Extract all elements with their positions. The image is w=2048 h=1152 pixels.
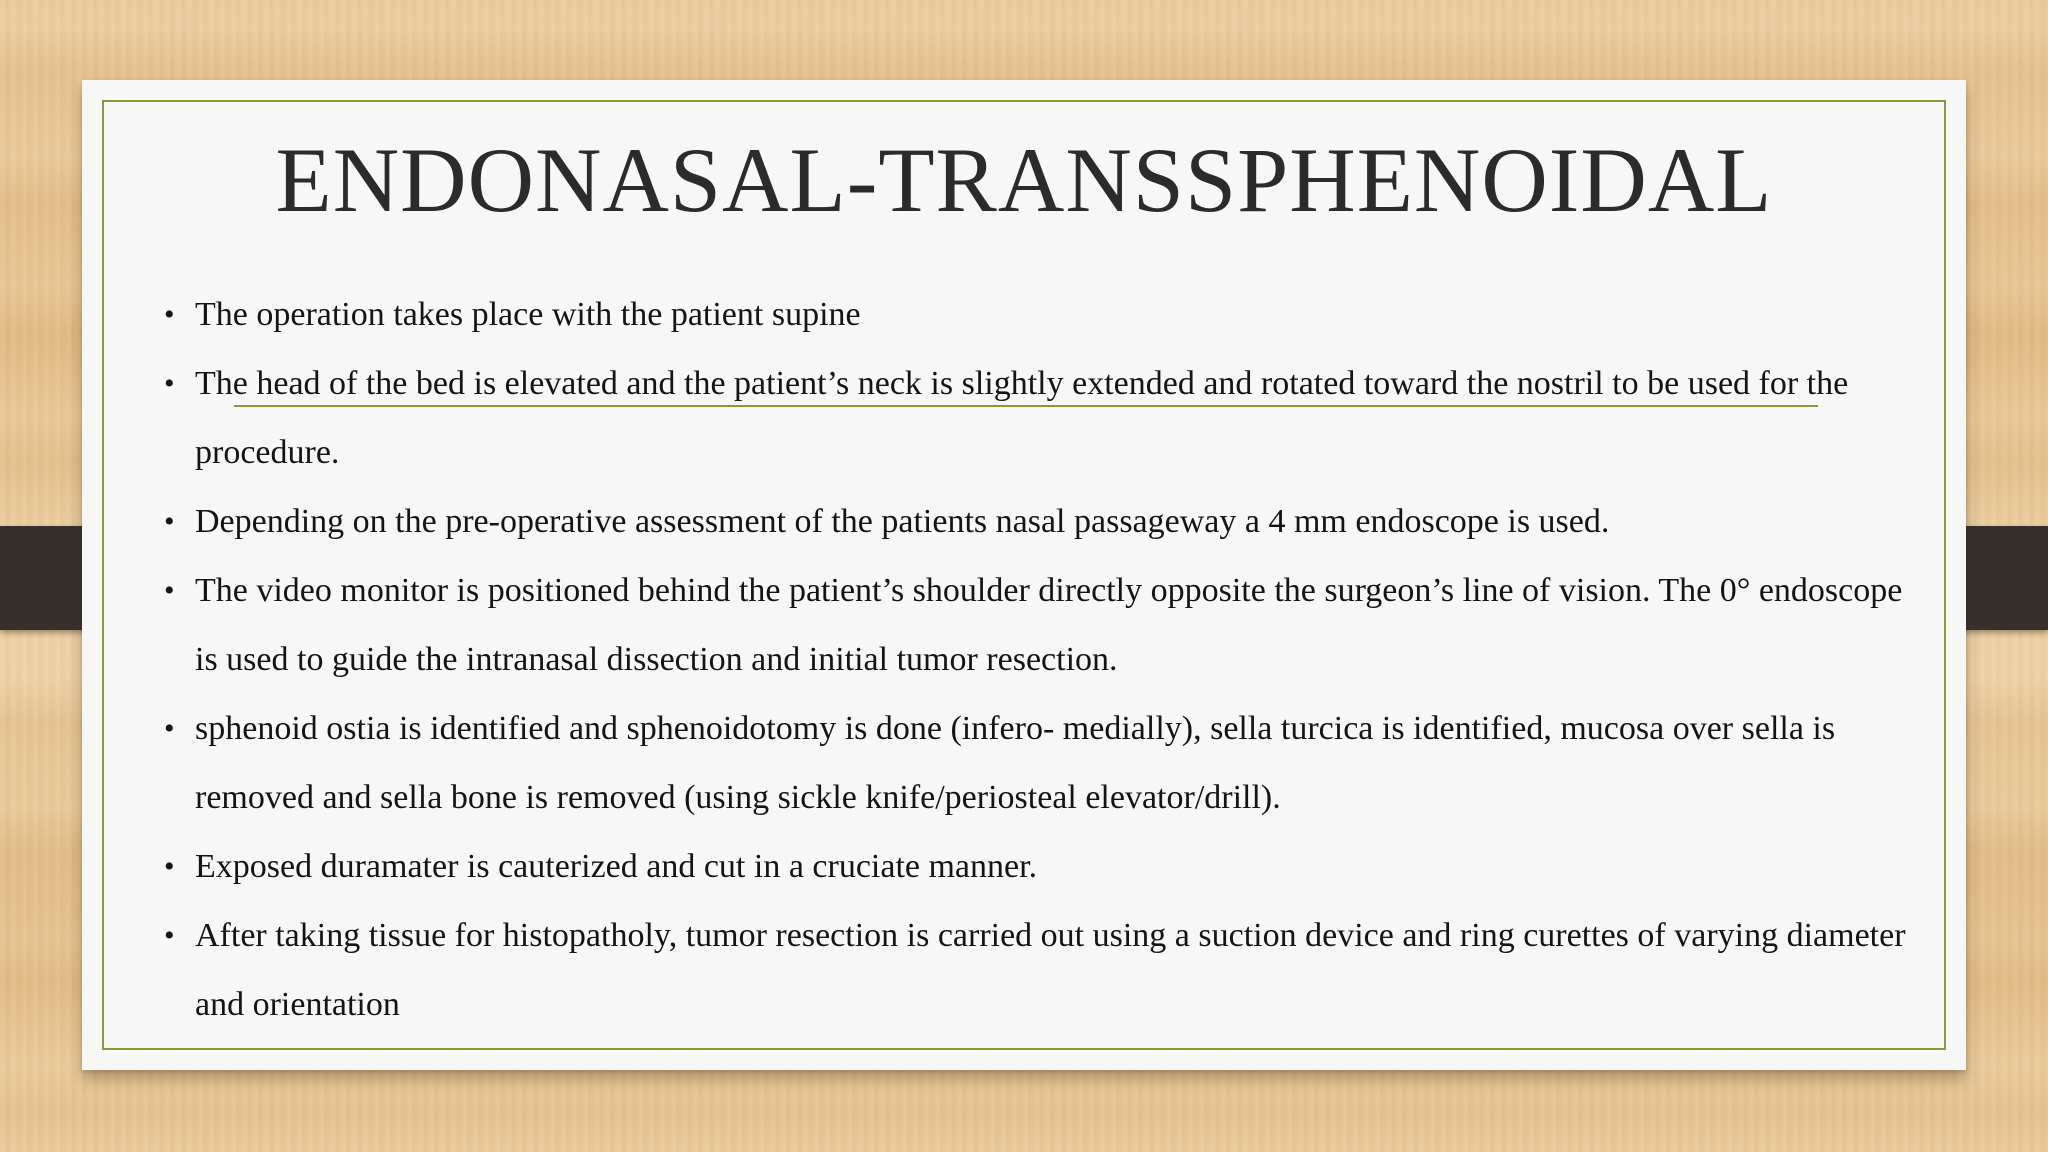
slide-card: [82, 80, 1966, 1070]
bullet-dot: •: [164, 298, 175, 331]
bullet-dot: •: [164, 574, 175, 607]
bullet-text: Depending on the pre-operative assessment of the patients nasal passageway a 4 mm endoscope is used.: [195, 503, 1610, 540]
bullet-item: [82, 349, 1922, 487]
bullet-item: [82, 280, 1922, 349]
bullet-dot: •: [164, 505, 175, 538]
bullet-text: Exposed duramater is cauterized and cut in a cruciate manner.: [195, 848, 1038, 885]
bullet-text: The operation takes place with the patient supine: [195, 296, 861, 333]
bullet-text: The head of the bed is elevated and the patient’s neck is slightly extended and rotated toward the nostril to be used for the procedure.: [195, 365, 1849, 471]
bullet-item: [82, 901, 1922, 1039]
bullet-dot: •: [164, 367, 175, 400]
bullet-text: The video monitor is positioned behind the patient’s shoulder directly opposite the surgeon’s line of vision. The 0° endoscope is used to guide the intranasal dissection and initial tumor resection.: [195, 572, 1903, 678]
bullet-item: [82, 832, 1922, 901]
bullet-item: [82, 694, 1922, 832]
bullet-dot: •: [164, 850, 175, 883]
bullet-item: [82, 556, 1922, 694]
bullet-text: After taking tissue for histopatholy, tumor resection is carried out using a suction device and ring curettes of varying diameter and orientation: [195, 917, 1906, 1023]
bullet-list: [164, 280, 1922, 1039]
bullet-item: [82, 487, 1922, 556]
bullet-text: sphenoid ostia is identified and sphenoidotomy is done (infero- medially), sella turcica is identified, mucosa over sella is removed and sella bone is removed (using sickle knife/periosteal elevator/drill).: [195, 710, 1836, 816]
slide-title: ENDONASAL-TRANSSPHENOIDAL: [275, 129, 1773, 231]
bullet-dot: •: [164, 712, 175, 745]
bullet-dot: •: [164, 919, 175, 952]
